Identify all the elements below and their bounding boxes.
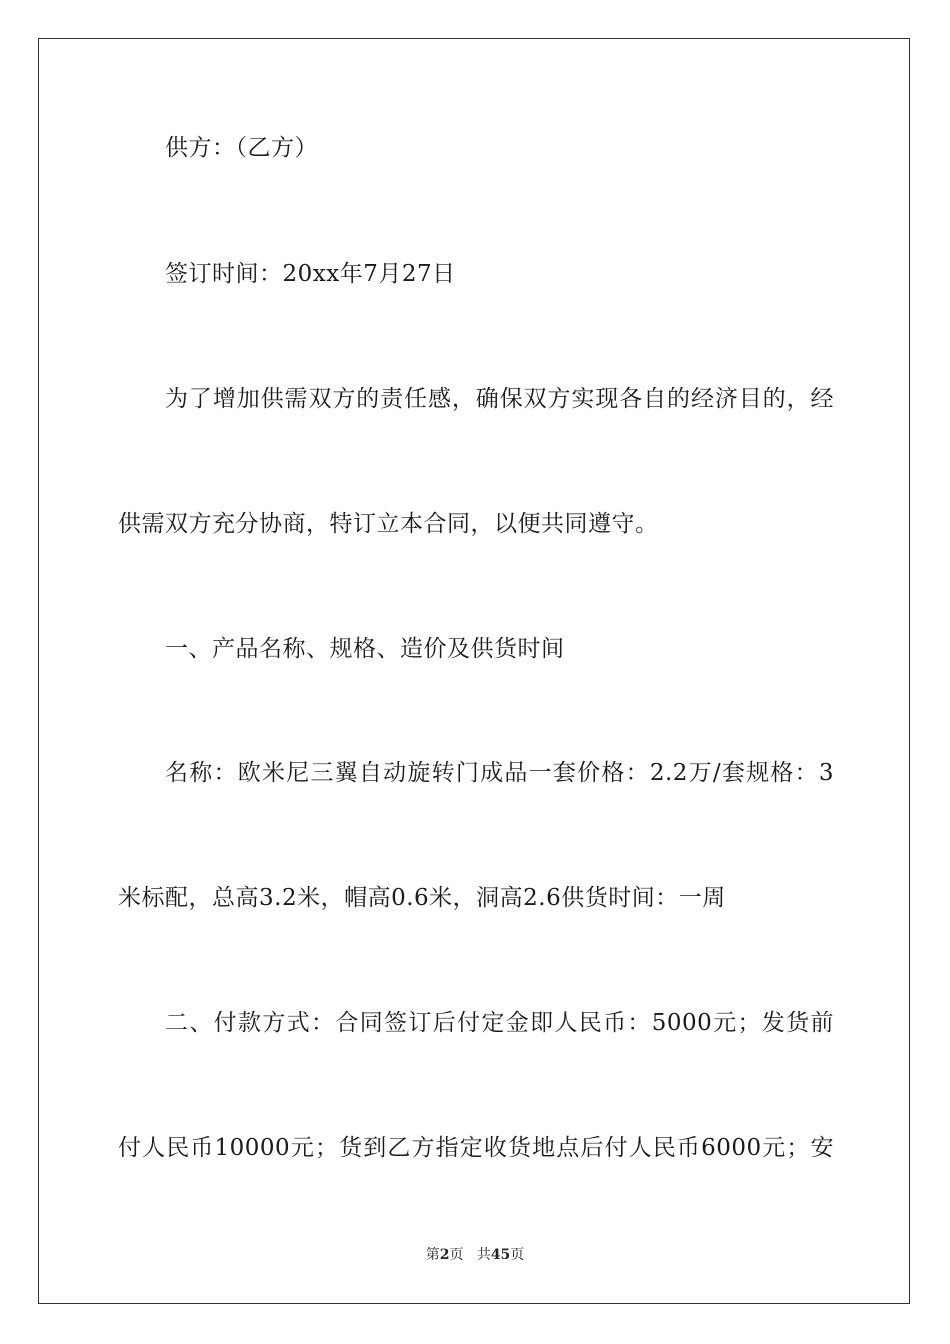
page-suffix: 页 — [449, 1247, 464, 1263]
total-pages: 45 — [490, 1247, 511, 1263]
section-1-heading: 一、产品名称、规格、造价及供货时间 — [165, 636, 565, 662]
total-prefix: 共 — [476, 1247, 491, 1263]
intro-paragraph-line-2: 供需双方充分协商，特订立本合同，以便共同遵守。 — [118, 511, 659, 537]
supplier-line: 供方：（乙方） — [165, 135, 318, 161]
signing-date-line: 签订时间：20xx年7月27日 — [165, 261, 456, 287]
product-spec-line-1: 名称：欧米尼三翼自动旋转门成品一套价格：2.2万/套规格：3 — [165, 760, 834, 786]
product-spec-line-2: 米标配，总高3.2米，帽高0.6米，洞高2.6供货时间：一周 — [118, 885, 726, 911]
payment-terms-line-2: 付人民币10000元；货到乙方指定收货地点后付人民币6000元；安 — [118, 1135, 834, 1161]
payment-terms-line-1: 二、付款方式：合同签订后付定金即人民币：5000元；发货前 — [165, 1010, 834, 1036]
page-border — [38, 38, 910, 1304]
page-prefix: 第 — [425, 1247, 440, 1263]
intro-paragraph-line-1: 为了增加供需双方的责任感，确保双方实现各自的经济目的，经 — [165, 386, 834, 412]
page-number: 2 — [439, 1247, 450, 1263]
total-suffix: 页 — [510, 1247, 525, 1263]
page-footer — [0, 1246, 950, 1264]
